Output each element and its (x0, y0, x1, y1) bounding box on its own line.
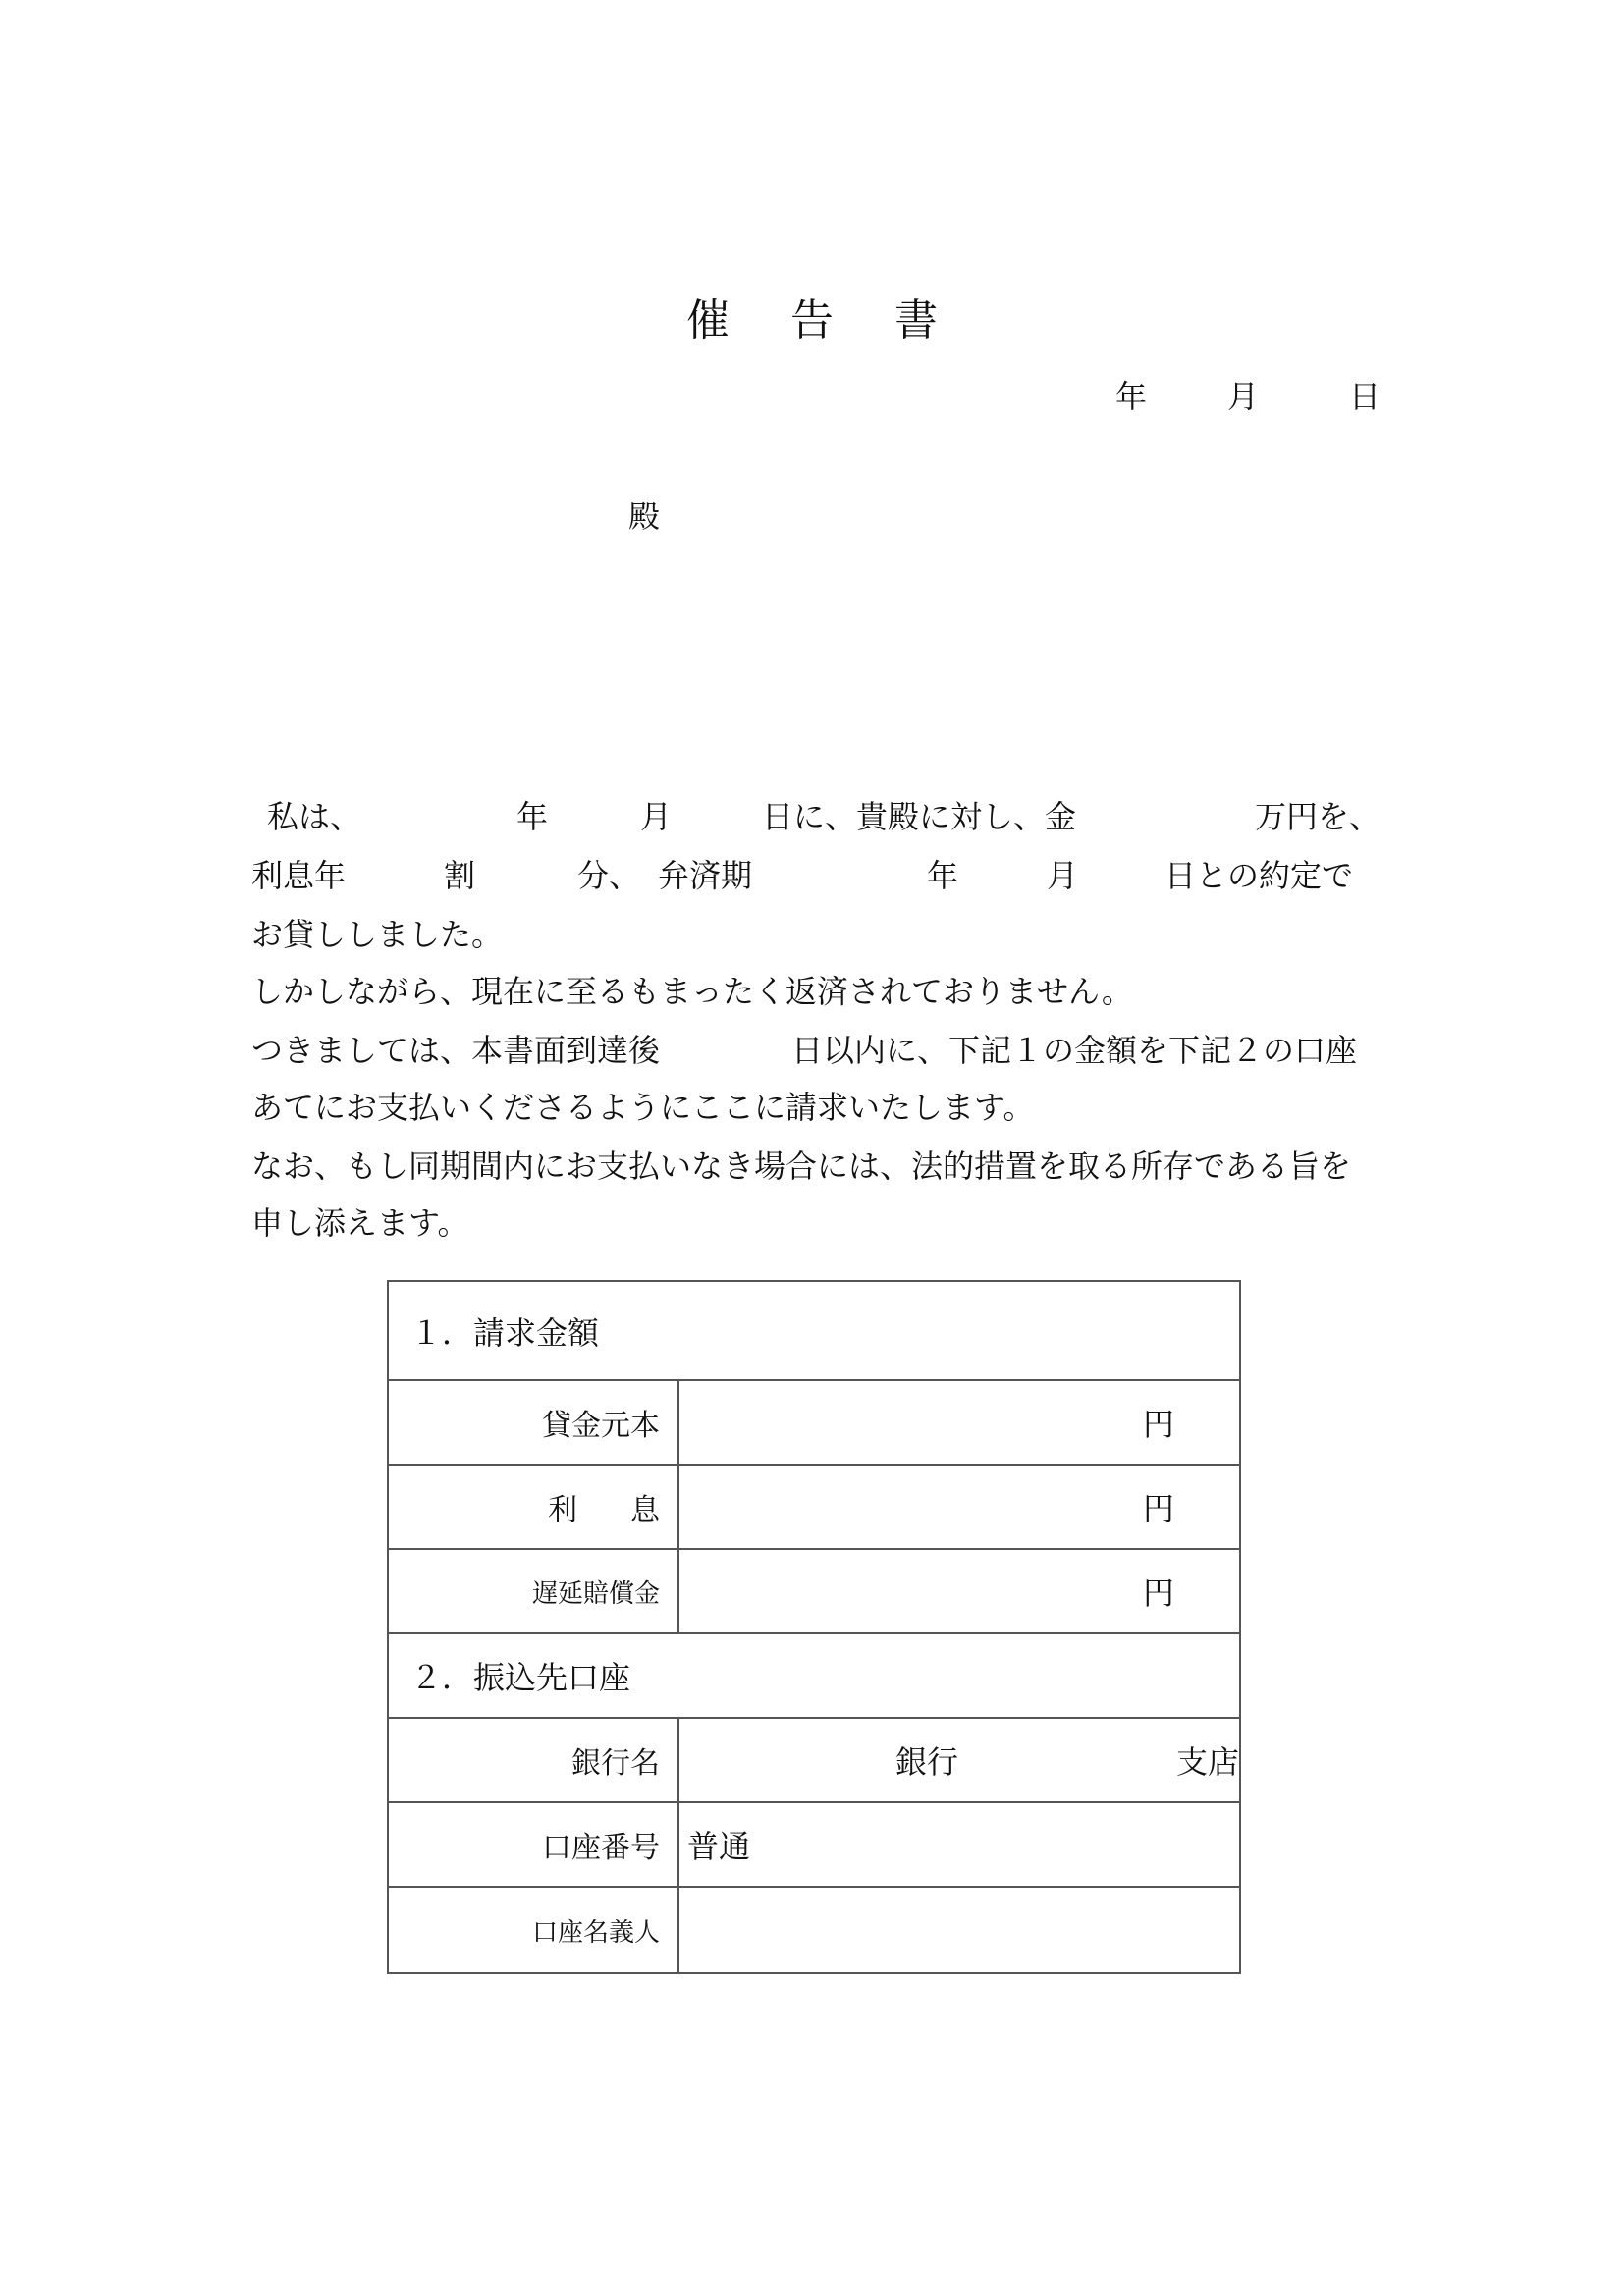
section-transfer-account-label: ２．振込先口座 (410, 1659, 631, 1696)
late-damages-value (679, 1550, 1239, 1632)
interest-value (679, 1466, 1239, 1548)
principal-unit: 円 (1143, 1406, 1175, 1443)
claim-table (387, 1280, 1241, 1974)
interest-label-cell (389, 1466, 713, 1548)
principal-label: 貸金元本 (389, 1381, 679, 1464)
body-line-8: 申し添えます。 (251, 1204, 469, 1242)
document-page: 催 告 書 年 月 日 殿 私は、 年 月 日に、貴殿に対し、金 万円を、 利息年 割 分、 弁済期 年 月 日との約定で お貸ししました。 しかしながら、現在に至るもまったく返済されておりません。 つきましては、本書面到達後 日以内に、下記１の金額を下記２の口座 あてにお支払いくださるようにここに請求いたします。 なお、もし同期間内にお支払いなき場合には、法的措置を取る所存である旨を 申し添えます。 １．請求金額 貸金元本 円 利息 円 遅延賠償金 円 ２．振込先口座 銀行名 銀行 支店 口座番号 普通 口座名義人 (0, 0, 1624, 2296)
principal-value (679, 1381, 1239, 1464)
body-line-4: しかしながら、現在に至るもまったく返済されておりません。 (251, 973, 1133, 1010)
row-account-number (389, 1803, 1239, 1888)
recipient-honorific: 殿 (628, 498, 661, 535)
date-day-label: 日 (1349, 378, 1381, 415)
section-claim-amount-label: １．請求金額 (410, 1313, 600, 1352)
row-late-damages (389, 1550, 1239, 1634)
row-bank-name (389, 1719, 1239, 1803)
interest-label: 利息 (548, 1493, 713, 1527)
interest-unit: 円 (1143, 1490, 1175, 1527)
bank-suffix: 銀行 (895, 1743, 959, 1781)
body-line-3: お貸ししました。 (251, 916, 504, 953)
account-type: 普通 (687, 1828, 751, 1865)
account-number-label: 口座番号 (389, 1803, 679, 1886)
row-account-holder (389, 1888, 1239, 1972)
account-holder-value (679, 1888, 1239, 1972)
date-month-label: 月 (1227, 378, 1260, 415)
bank-name-label: 銀行名 (389, 1719, 679, 1801)
account-number-value (679, 1803, 1239, 1886)
body-line-6: あてにお支払いくださるようにここに請求いたします。 (251, 1089, 1035, 1126)
branch-suffix: 支店 (1176, 1743, 1240, 1781)
row-principal (389, 1381, 1239, 1466)
row-interest (389, 1466, 1239, 1550)
document-title: 催 告 書 (686, 295, 961, 346)
account-holder-label: 口座名義人 (389, 1888, 679, 1972)
date-year-label: 年 (1115, 378, 1148, 415)
section-transfer-account (389, 1634, 1239, 1719)
body-line-7: なお、もし同期間内にお支払いなき場合には、法的措置を取る所存である旨を (251, 1148, 1352, 1185)
late-damages-unit: 円 (1143, 1575, 1175, 1612)
late-damages-label: 遅延賠償金 (389, 1550, 679, 1632)
section-claim-amount (389, 1282, 1239, 1381)
bank-name-value (679, 1719, 1239, 1801)
